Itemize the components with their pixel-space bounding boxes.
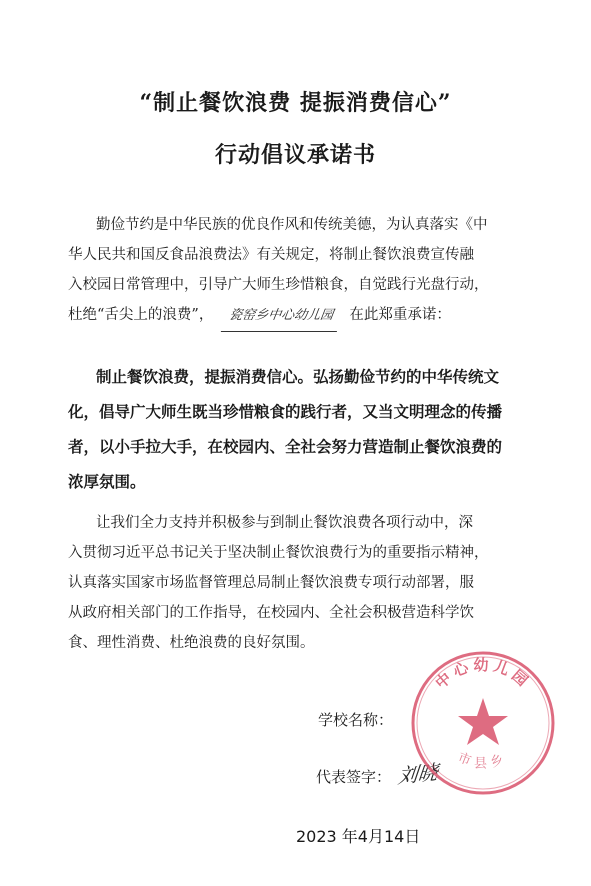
- paragraph-line: 者，以小手拉大手，在校园内、全社会努力营造制止餐饮浪费的: [68, 437, 503, 456]
- document-date: 2023 年4月14日: [296, 827, 421, 846]
- paragraph-line-with-school: [68, 300, 530, 332]
- paragraph-intro: [68, 210, 530, 332]
- handwritten-school-name: 瓷窑乡中心幼儿园: [221, 301, 341, 332]
- paragraph-line: 食、理性消费、杜绝浪费的良好氛围。: [68, 635, 315, 651]
- paragraph-line: 化，倡导广大师生既当珍惜粮食的践行者，又当文明理念的传播: [68, 402, 503, 421]
- paragraph-line: 浓厚氛围。: [68, 472, 146, 491]
- paragraph-call-to-action: [68, 508, 530, 658]
- representative-signature-label: 代表签字：: [316, 768, 392, 786]
- paragraph-line: 入校园日常管理中，引导广大师生珍惜粮食，自觉践行光盘行动，: [68, 277, 489, 293]
- document-title-line-2: 行动倡议承诺书: [214, 142, 376, 168]
- document-title-line-1: “制止餐饮浪费 提振消费信心”: [139, 90, 452, 116]
- paragraph-line: 入贯彻习近平总书记关于坚决制止餐饮浪费行为的重要指示精神，: [68, 545, 489, 561]
- paragraph-text: 杜绝“舌尖上的浪费”，: [68, 307, 214, 323]
- school-name-label: 学校名称：: [318, 711, 394, 729]
- handwritten-signature: 刘晓: [396, 759, 440, 789]
- paragraph-line: 制止餐饮浪费，提振消费信心。弘扬勤俭节约的中华传统文: [96, 367, 500, 386]
- paragraph-line: 华人民共和国反食品浪费法》有关规定，将制止餐饮浪费宣传融: [68, 247, 474, 263]
- paragraph-line: 认真落实国家市场监督管理总局制止餐饮浪费专项行动部署，服: [68, 575, 474, 591]
- official-seal: [408, 648, 558, 798]
- seal-text-top: 中心幼儿园: [431, 656, 535, 693]
- paragraph-commitment: [68, 359, 530, 499]
- seal-star-icon: [458, 698, 508, 745]
- seal-text-bottom: 市县乡: [455, 750, 511, 772]
- paragraph-line: 勤俭节约是中华民族的优良作风和传统美德，为认真落实《中: [96, 217, 488, 233]
- paragraph-line: 从政府相关部门的工作指导，在校园内、全社会积极营造科学饮: [68, 605, 474, 621]
- paragraph-line: 让我们全力支持并积极参与到制止餐饮浪费各项行动中，深: [96, 515, 473, 531]
- paragraph-text: 在此郑重承诺：: [349, 307, 451, 323]
